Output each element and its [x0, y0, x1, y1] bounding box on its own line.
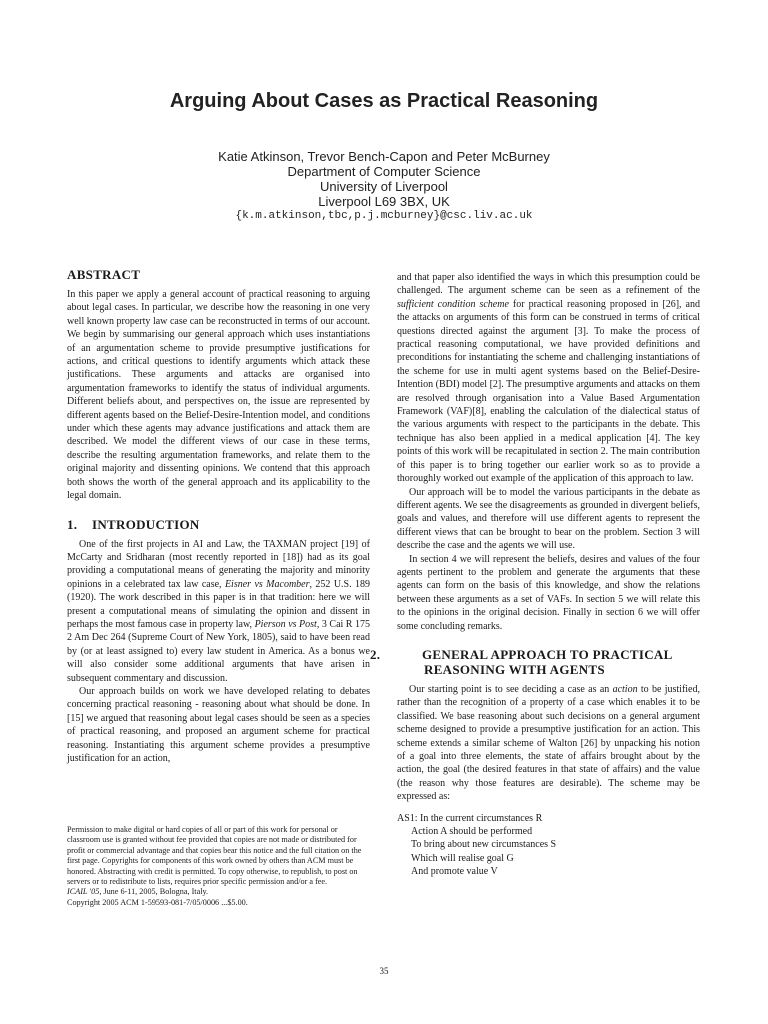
right-paragraph-3: In section 4 we will represent the beliefs, desires and values of the four agents pertinent to the problem and generate the arguments that these agents can form on the basis of this knowledge, and show the relations between these arguments as a set of VAFs. In section 5 we will relate this to the opinions in the original decision. Finally in section 6 we will offer some concluding remarks.	[397, 553, 700, 632]
permission-notice	[67, 825, 370, 908]
argument-scheme	[397, 812, 700, 879]
section2-title-line1: GENERAL APPROACH TO PRACTICAL	[422, 646, 673, 662]
venue-line	[67, 887, 370, 897]
case-name-eisner: Eisner vs Macomber	[224, 578, 310, 590]
scheme-line: Which will realise goal G	[411, 852, 514, 864]
scheme-line: To bring about new circumstances S	[411, 839, 557, 851]
section2-p1-part-a: Our starting point is to see deciding a case as an	[409, 683, 613, 695]
scheme-line: AS1: In the current circumstances R	[397, 812, 543, 824]
intro-heading	[67, 517, 370, 532]
abstract-heading: ABSTRACT	[67, 267, 141, 282]
author-university: University of Liverpool	[320, 179, 448, 194]
author-department: Department of Computer Science	[287, 164, 481, 179]
abstract-text: In this paper we apply a general account of practical reasoning to arguing about legal cases. In particular, we describe how the reasoning in one very well known property law case can be reconstructed in terms of our account. We begin by summarising our general approach which uses instantiations of an argumentation scheme to provide presumptive justifications for actions, and critical questions to identify arguments which attack these justifications. These arguments and attacks are organised into argumentation frameworks to identify the status of individual arguments. Different beliefs about, and perspectives on, the issue are represented by different agents based on the Belief-Desire-Intention model, and conditions under which these agents may advance justifications and attack them are described. We model the different views of our case in these terms, describe the resulting argumentation frameworks, and relate them to the original majority and dissenting opinions. We contend that this approach both shows the worth of the general approach and its applicability to the legal domain.	[67, 289, 370, 502]
paper-title: Arguing About Cases as Practical Reasoning	[169, 90, 599, 112]
right-paragraph-2: Our approach will be to model the various participants in the debate as different agents. We see the disagreements as grounded in divergent beliefs, goals and values, and therefore will use different agents to represent the different views that can be brought to bear on the problem. Section 3 will describe the case and the agents we will use.	[397, 486, 700, 552]
permission-text: Permission to make digital or hard copies of all or part of this work for personal or classroom use is granted without fee provided that copies are not made or distributed for profit or commercial advantage and that copies bear this notice and the full citation on the first page. Copyrights for components of this work owned by others than ACM must be honored. Abstracting with credit is permitted. To copy otherwise, to republish, to post on servers or to redistribute to lists, requires prior specific permission and/or a fee.	[67, 825, 362, 887]
right-p1-part-a: and that paper also identified the ways in which this presumption could be challenged. The argument scheme can be seen as a refinement of the	[397, 272, 700, 297]
copyright-line: Copyright 2005 ACM 1-59593-081-7/05/0006 ...$5.00.	[67, 897, 248, 907]
author-names: Katie Atkinson, Trevor Bench-Capon and Peter McBurney	[218, 149, 550, 164]
author-block	[0, 149, 768, 224]
venue-name: ICAIL '05	[67, 887, 100, 897]
term-action: action	[612, 683, 638, 695]
section2-number: 2.	[370, 646, 381, 662]
intro-paragraph-1	[67, 538, 370, 685]
right-column	[370, 271, 700, 879]
scheme-line: And promote value V	[411, 866, 498, 878]
intro-paragraph-2: Our approach builds on work we have developed relating to debates concerning practical reasoning - reasoning about what should be done. In [15] we argued that reasoning about legal cases should be seen as a species of practical reasoning, and proposed an argument scheme for practical reasoning. Instantiating this argument scheme provides a presumptive justification for an action,	[67, 685, 370, 764]
section2-paragraph-1	[397, 683, 700, 804]
author-address: Liverpool L69 3BX, UK	[318, 194, 450, 209]
intro-number: 1.	[67, 516, 78, 532]
case-name-pierson: Pierson vs Post	[254, 618, 317, 630]
intro-p1-part-a: One of the first projects in AI and Law, the TAXMAN project [19] of McCarty and Sridharan (most recently reported in [18]) had as its goal providing a computational means of generating the majority and minority opinions in a celebrated tax law case,	[67, 538, 370, 590]
intro-p1-part-b: , 252 U.S. 189 (1920). The work described in this paper is in that tradition: here we will present a computational means of simulating the opinion and dissent in perhaps the most famous case in property law,	[67, 578, 371, 630]
intro-p1-part-c: , 3 Cai R 175 2 Am Dec 264 (Supreme Court of New York, 1805), said to have been read by (or at least assigned to) every law student in America. As a bonus we will also consider some additional arguments that have arisen in subsequent commentary and discussion.	[67, 618, 371, 684]
section2-heading	[370, 646, 700, 677]
right-p1-part-b: for practical reasoning proposed in [26], and the attacks on arguments of this form can be construed in terms of critical questions directed against the argument [3]. To make the process of practical reasoning computational, we have provided definitions and preconditions for instantiating the scheme and challenging instantiations of the scheme for use in multi agent systems based on the Belief-Desire-Intention (BDI) model [2]. The presumptive arguments and attacks on them are resolved through organisation into a Value Based Argumentation Framework (VAF)[8], enabling the calculation of the dialectical status of the various arguments with respect to the participants in the debate. This technique has also been applied in a medical application [4]. The key points of this work will be recapitulated in section 2. The main contribution of this paper is to bring together our earlier work so as to provide a thoroughly worked out example of the application of this approach to law.	[397, 298, 700, 485]
right-paragraph-1	[397, 271, 700, 486]
section2-title-line2: REASONING WITH AGENTS	[424, 661, 605, 677]
scheme-line: Action A should be performed	[411, 826, 533, 838]
term-sufficient-condition: sufficient condition scheme	[397, 298, 509, 310]
section2-p1-part-b: to be justified, rather than the recognition of a property of a case which enables it to be classified. We base reasoning about such decisions on a general argument scheme designed to provide a presumptive justification for an action. This scheme extends a similar scheme of Walton [26] by unpacking his notion of a goal into three elements, the state of affairs brought about by the action, the goal (the desired features in that state of affairs) and the value (the reason why those features are desirable). The scheme may be expressed as:	[397, 683, 700, 803]
author-email: {k.m.atkinson,tbc,p.j.mcburney}@csc.liv.ac.uk	[235, 210, 533, 222]
venue-details: , June 6-11, 2005, Bologna, Italy.	[99, 887, 209, 897]
intro-title: INTRODUCTION	[92, 516, 200, 532]
left-column	[67, 267, 370, 765]
page-number: 35	[379, 966, 389, 976]
